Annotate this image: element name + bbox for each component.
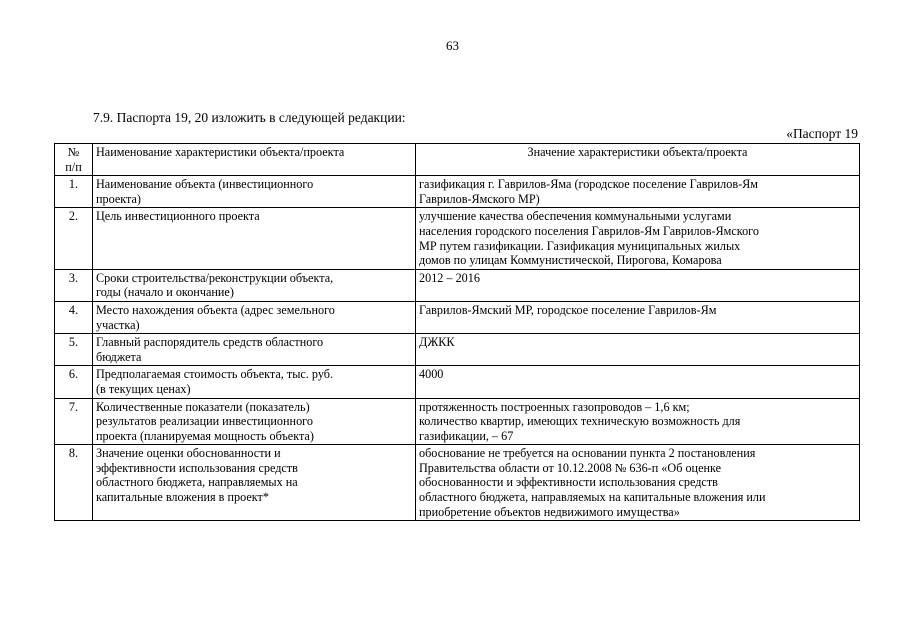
value-line: приобретение объектов недвижимого имущества» [419, 504, 680, 519]
table-row [55, 398, 860, 445]
value-line: обоснование не требуется на основании пункта 2 постановления [419, 446, 756, 461]
row-number: 6. [55, 366, 93, 398]
table-row [55, 445, 860, 521]
header-number-line2: п/п [65, 159, 82, 174]
name-line: капитальные вложения в проект* [96, 490, 269, 505]
value-line: Гаврилов-Ямский МР, городское поселение Гаврилов-Ям [419, 302, 717, 317]
intro-paragraph: 7.9. Паспорта 19, 20 изложить в следующей редакции: [93, 110, 406, 125]
value-line: 2012 – 2016 [419, 270, 480, 285]
page-number: 63 [446, 38, 459, 53]
row-characteristic-name [93, 398, 416, 445]
value-line: 4000 [419, 367, 444, 382]
value-line: населения городского поселения Гаврилов-Ям Гаврилов-Ямского [419, 223, 759, 238]
row-number: 1. [55, 176, 93, 208]
table-row [55, 301, 860, 333]
name-line: годы (начало и окончание) [96, 285, 234, 300]
name-line: Наименование объекта (инвестиционного [96, 177, 314, 192]
row-characteristic-value [416, 445, 860, 521]
table-row [55, 269, 860, 301]
header-characteristic-value: Значение характеристики объекта/проекта [416, 144, 860, 176]
row-characteristic-value [416, 366, 860, 398]
name-line: Предполагаемая стоимость объекта, тыс. руб. [96, 367, 334, 382]
name-line: (в текущих ценах) [96, 381, 191, 396]
header-number [55, 144, 93, 176]
value-line: количество квартир, имеющих техническую возможность для [419, 414, 741, 429]
table-row [55, 176, 860, 208]
name-line: Место нахождения объекта (адрес земельного [96, 302, 335, 317]
value-line: Гаврилов-Ямского МР) [419, 191, 540, 206]
table-row [55, 208, 860, 269]
row-characteristic-value [416, 269, 860, 301]
row-characteristic-name [93, 269, 416, 301]
value-line: ДЖКК [419, 335, 455, 350]
name-line: результатов реализации инвестиционного [96, 414, 313, 429]
value-line: обоснованности и эффективности использования средств [419, 475, 718, 490]
name-line: Главный распорядитель средств областного [96, 335, 324, 350]
value-line: домов по улицам Коммунистической, Пирогова, Комарова [419, 253, 722, 268]
row-characteristic-name [93, 445, 416, 521]
name-line: областного бюджета, направляемых на [96, 475, 298, 490]
name-line: бюджета [96, 349, 142, 364]
name-line: проекта (планируемая мощность объекта) [96, 428, 314, 443]
value-line: Правительства области от 10.12.2008 № 636-п «Об оценке [419, 460, 722, 475]
row-characteristic-value [416, 334, 860, 366]
value-line: МР путем газификации. Газификация муниципальных жилых [419, 238, 741, 253]
row-number: 2. [55, 208, 93, 269]
value-line: газификация г. Гаврилов-Яма (городское поселение Гаврилов-Ям [419, 177, 758, 192]
row-characteristic-value [416, 176, 860, 208]
row-number: 8. [55, 445, 93, 521]
name-line: Значение оценки обоснованности и [96, 446, 281, 461]
row-number: 4. [55, 301, 93, 333]
name-line: проекта) [96, 191, 141, 206]
row-characteristic-name [93, 334, 416, 366]
value-line: улучшение качества обеспечения коммунальными услугами [419, 209, 732, 224]
name-line: Количественные показатели (показатель) [96, 399, 310, 414]
name-line: участка) [96, 317, 140, 332]
table-row [55, 366, 860, 398]
passport-table [54, 143, 860, 521]
row-number: 7. [55, 398, 93, 445]
table-row [55, 334, 860, 366]
value-line: областного бюджета, направляемых на капитальные вложения или [419, 490, 766, 505]
row-number: 3. [55, 269, 93, 301]
value-line: газификации, – 67 [419, 428, 514, 443]
table-header-row [55, 144, 860, 176]
row-number: 5. [55, 334, 93, 366]
header-number-line1: № [67, 145, 80, 159]
row-characteristic-value [416, 208, 860, 269]
passport-label: «Паспорт 19 [786, 126, 858, 141]
name-line: эффективности использования средств [96, 460, 298, 475]
row-characteristic-value [416, 301, 860, 333]
row-characteristic-value [416, 398, 860, 445]
value-line: протяженность построенных газопроводов – 1,6 км; [419, 399, 690, 414]
name-line: Сроки строительства/реконструкции объекта, [96, 270, 334, 285]
row-characteristic-name [93, 366, 416, 398]
row-characteristic-name [93, 176, 416, 208]
row-characteristic-name [93, 301, 416, 333]
row-characteristic-name [93, 208, 416, 269]
name-line: Цель инвестиционного проекта [96, 209, 260, 224]
header-characteristic-name: Наименование характеристики объекта/проекта [93, 144, 416, 176]
